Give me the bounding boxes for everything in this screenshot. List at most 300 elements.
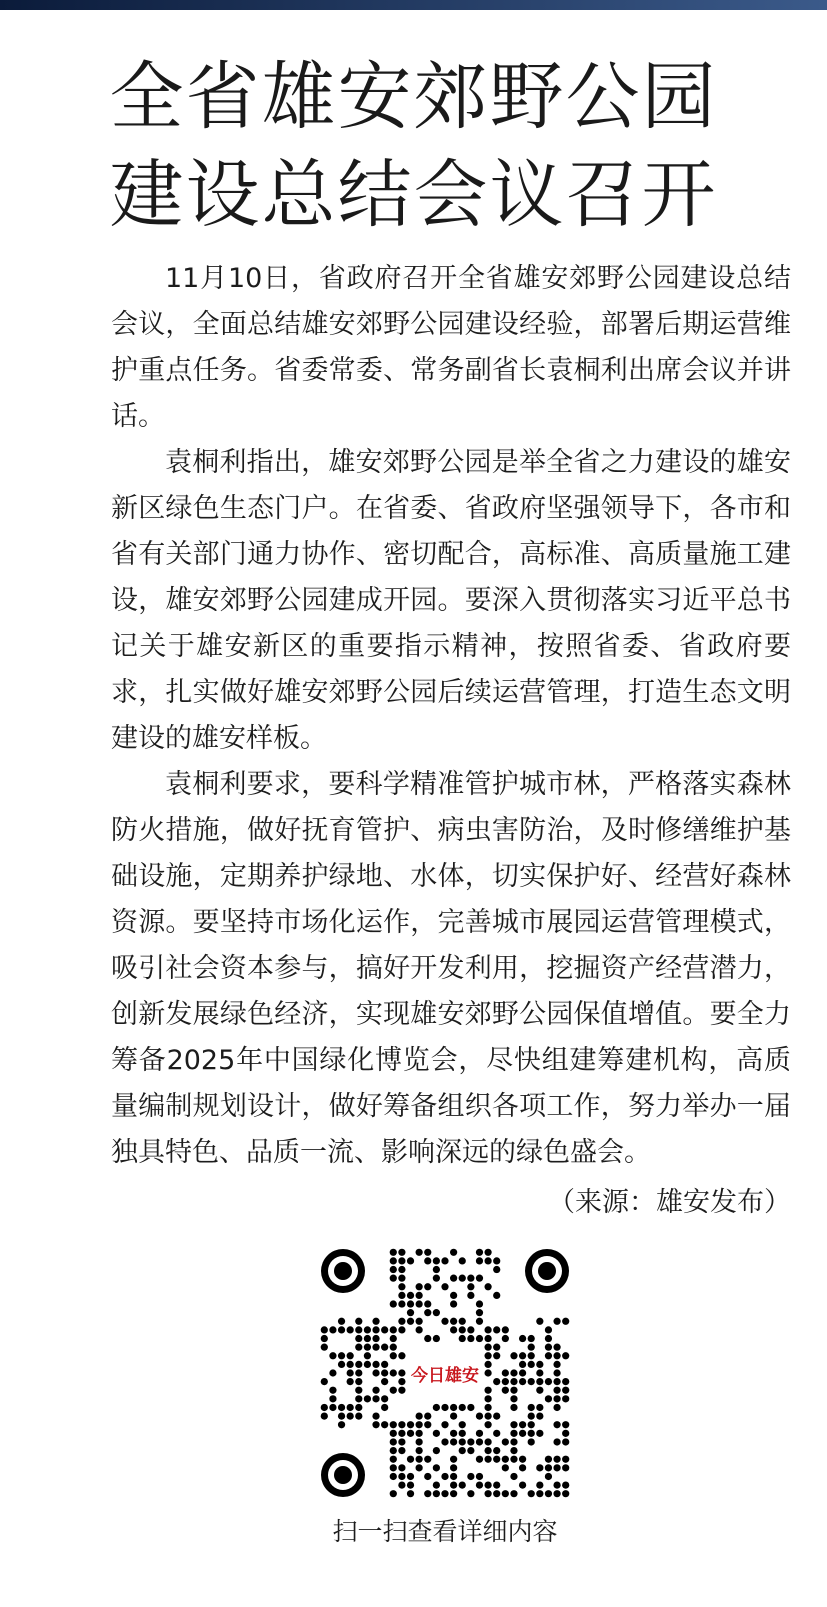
qr-caption: 扫一扫查看详细内容: [332, 1517, 558, 1546]
qr-dot: [416, 1318, 423, 1325]
qr-dot: [416, 1464, 423, 1471]
qr-dot: [510, 1456, 517, 1463]
qr-dot: [381, 1361, 388, 1368]
qr-dot: [347, 1412, 354, 1419]
qr-dot: [510, 1473, 517, 1480]
qr-dot: [381, 1344, 388, 1351]
qr-dot: [493, 1490, 500, 1497]
qr-dot: [424, 1490, 431, 1497]
qr-dot: [484, 1456, 491, 1463]
qr-dot: [450, 1318, 457, 1325]
qr-dot: [459, 1421, 466, 1428]
qr-dot: [528, 1490, 535, 1497]
qr-finder-bottom-left: [321, 1453, 365, 1497]
qr-dot: [398, 1481, 405, 1488]
qr-dot: [390, 1464, 397, 1471]
qr-dot: [536, 1404, 543, 1411]
article-body: [111, 256, 791, 1226]
qr-dot: [562, 1430, 569, 1437]
qr-dot: [424, 1309, 431, 1316]
qr-dot: [484, 1447, 491, 1454]
qr-dot: [398, 1464, 405, 1471]
qr-dot: [381, 1404, 388, 1411]
qr-dot: [484, 1249, 491, 1256]
qr-dot: [416, 1438, 423, 1445]
qr-dot: [476, 1318, 483, 1325]
qr-dot: [424, 1257, 431, 1264]
qr-logo: [406, 1344, 484, 1402]
qr-dot: [484, 1395, 491, 1402]
qr-dot: [562, 1387, 569, 1394]
qr-dot: [424, 1412, 431, 1419]
qr-dot: [459, 1318, 466, 1325]
qr-dot: [519, 1361, 526, 1368]
qr-dot: [372, 1335, 379, 1342]
qr-dot: [390, 1326, 397, 1333]
qr-dot: [441, 1438, 448, 1445]
qr-dot: [519, 1378, 526, 1385]
qr-dot: [355, 1395, 362, 1402]
qr-dot: [398, 1473, 405, 1480]
qr-dot: [416, 1300, 423, 1307]
qr-dot: [329, 1387, 336, 1394]
qr-dot: [536, 1369, 543, 1376]
qr-dot: [493, 1352, 500, 1359]
qr-dot: [372, 1395, 379, 1402]
qr-dot: [459, 1447, 466, 1454]
qr-dot: [416, 1430, 423, 1437]
qr-dot: [476, 1249, 483, 1256]
qr-dot: [433, 1447, 440, 1454]
qr-dot: [553, 1490, 560, 1497]
qr-dot: [424, 1456, 431, 1463]
qr-dot: [510, 1490, 517, 1497]
qr-dot: [484, 1352, 491, 1359]
qr-dot: [364, 1344, 371, 1351]
qr-dot: [562, 1378, 569, 1385]
qr-dot: [467, 1473, 474, 1480]
qr-dot: [372, 1361, 379, 1368]
qr-dot: [433, 1430, 440, 1437]
qr-dot: [390, 1369, 397, 1376]
qr-dot: [381, 1421, 388, 1428]
qr-dot: [510, 1430, 517, 1437]
qr-dot: [390, 1387, 397, 1394]
qr-dot: [390, 1421, 397, 1428]
qr-dot: [459, 1404, 466, 1411]
qr-dot: [553, 1378, 560, 1385]
qr-dot: [321, 1326, 328, 1333]
qr-dot: [407, 1318, 414, 1325]
qr-dot: [398, 1275, 405, 1282]
qr-dot: [450, 1404, 457, 1411]
qr-dot: [536, 1481, 543, 1488]
qr-dot: [493, 1344, 500, 1351]
qr-dot: [398, 1387, 405, 1394]
qr-dot: [484, 1438, 491, 1445]
qr-dot: [510, 1387, 517, 1394]
qr-dot: [459, 1326, 466, 1333]
qr-dot: [450, 1430, 457, 1437]
qr-dot: [355, 1387, 362, 1394]
qr-dot: [553, 1344, 560, 1351]
qr-dot: [390, 1275, 397, 1282]
qr-dot: [355, 1378, 362, 1385]
qr-dot: [562, 1421, 569, 1428]
qr-dot: [407, 1481, 414, 1488]
qr-dot: [450, 1438, 457, 1445]
qr-dot: [510, 1447, 517, 1454]
qr-dot: [321, 1412, 328, 1419]
qr-dot: [519, 1456, 526, 1463]
qr-dot: [459, 1481, 466, 1488]
qr-dot: [519, 1430, 526, 1437]
qr-dot: [476, 1335, 483, 1342]
qr-dot: [416, 1456, 423, 1463]
qr-dot: [450, 1292, 457, 1299]
qr-dot: [562, 1490, 569, 1497]
qr-dot: [502, 1438, 509, 1445]
qr-dot: [338, 1421, 345, 1428]
qr-dot: [553, 1369, 560, 1376]
qr-dot: [545, 1326, 552, 1333]
qr-dot: [493, 1378, 500, 1385]
top-banner-bar: [0, 0, 827, 10]
qr-dot: [372, 1369, 379, 1376]
qr-code[interactable]: [320, 1248, 570, 1498]
qr-dot: [338, 1361, 345, 1368]
qr-dot: [510, 1438, 517, 1445]
qr-dot: [484, 1361, 491, 1368]
qr-dot: [450, 1275, 457, 1282]
qr-dot: [398, 1378, 405, 1385]
qr-dot: [476, 1300, 483, 1307]
qr-dot: [467, 1404, 474, 1411]
qr-dot: [553, 1361, 560, 1368]
qr-dot: [545, 1490, 552, 1497]
qr-dot: [510, 1395, 517, 1402]
qr-dot: [416, 1421, 423, 1428]
qr-dot: [347, 1326, 354, 1333]
qr-dot: [528, 1378, 535, 1385]
qr-dot: [562, 1352, 569, 1359]
qr-dot: [553, 1464, 560, 1471]
qr-dot: [424, 1300, 431, 1307]
qr-dot: [459, 1275, 466, 1282]
qr-dot: [433, 1257, 440, 1264]
qr-dot: [441, 1283, 448, 1290]
qr-dot: [467, 1438, 474, 1445]
qr-dot: [347, 1378, 354, 1385]
qr-dot: [424, 1249, 431, 1256]
qr-dot: [433, 1490, 440, 1497]
qr-dot: [450, 1249, 457, 1256]
qr-dot: [476, 1275, 483, 1282]
qr-dot: [433, 1481, 440, 1488]
qr-dot: [467, 1292, 474, 1299]
qr-dot: [390, 1257, 397, 1264]
qr-finder-top-left: [321, 1249, 365, 1293]
qr-dot: [528, 1404, 535, 1411]
qr-dot: [329, 1326, 336, 1333]
qr-dot: [519, 1352, 526, 1359]
qr-dot: [424, 1335, 431, 1342]
qr-dot: [381, 1326, 388, 1333]
qr-dot: [398, 1292, 405, 1299]
qr-dot: [364, 1326, 371, 1333]
qr-dot: [338, 1326, 345, 1333]
qr-dot: [545, 1456, 552, 1463]
qr-dot: [493, 1430, 500, 1437]
qr-dot: [329, 1404, 336, 1411]
qr-dot: [347, 1404, 354, 1411]
qr-dot: [416, 1326, 423, 1333]
qr-dot: [562, 1464, 569, 1471]
qr-dot: [502, 1369, 509, 1376]
qr-dot: [407, 1490, 414, 1497]
qr-dot: [553, 1421, 560, 1428]
qr-dot: [329, 1395, 336, 1402]
qr-dot: [433, 1404, 440, 1411]
qr-dot: [484, 1412, 491, 1419]
qr-dot: [528, 1412, 535, 1419]
qr-dot: [321, 1404, 328, 1411]
qr-dot: [519, 1481, 526, 1488]
qr-dot: [493, 1412, 500, 1419]
qr-dot: [536, 1361, 543, 1368]
qr-dot: [407, 1257, 414, 1264]
qr-dot: [450, 1300, 457, 1307]
qr-dot: [553, 1318, 560, 1325]
qr-dot: [441, 1490, 448, 1497]
qr-dot: [398, 1249, 405, 1256]
qr-dot: [398, 1352, 405, 1359]
qr-dot: [536, 1412, 543, 1419]
qr-dot: [476, 1473, 483, 1480]
qr-dot: [510, 1404, 517, 1411]
qr-dot: [390, 1473, 397, 1480]
qr-dot: [398, 1318, 405, 1325]
qr-dot: [450, 1412, 457, 1419]
qr-dot: [338, 1412, 345, 1419]
qr-dot: [476, 1412, 483, 1419]
qr-dot: [364, 1352, 371, 1359]
qr-dot: [459, 1335, 466, 1342]
qr-dot: [390, 1447, 397, 1454]
qr-dot: [338, 1404, 345, 1411]
qr-dot: [484, 1404, 491, 1411]
qr-dot: [484, 1283, 491, 1290]
qr-dot: [416, 1447, 423, 1454]
qr-dot: [390, 1249, 397, 1256]
qr-dot: [536, 1378, 543, 1385]
qr-dot: [372, 1326, 379, 1333]
qr-dot: [450, 1464, 457, 1471]
qr-dot: [553, 1404, 560, 1411]
qr-dot: [476, 1481, 483, 1488]
qr-dot: [493, 1481, 500, 1488]
qr-dot: [381, 1369, 388, 1376]
qr-dot: [476, 1257, 483, 1264]
qr-dot: [502, 1378, 509, 1385]
qr-dot: [355, 1318, 362, 1325]
qr-dot: [407, 1456, 414, 1463]
qr-dot: [476, 1309, 483, 1316]
qr-dot: [510, 1352, 517, 1359]
qr-dot: [433, 1335, 440, 1342]
qr-dot: [441, 1421, 448, 1428]
qr-dot: [321, 1378, 328, 1385]
qr-dot: [424, 1283, 431, 1290]
qr-dot: [467, 1490, 474, 1497]
qr-dot: [424, 1421, 431, 1428]
qr-dot: [484, 1490, 491, 1497]
qr-dot: [545, 1335, 552, 1342]
qr-dot: [381, 1378, 388, 1385]
qr-dot: [459, 1438, 466, 1445]
qr-dot: [441, 1404, 448, 1411]
qr-dot: [562, 1456, 569, 1463]
qr-dot: [398, 1257, 405, 1264]
qr-dot: [476, 1456, 483, 1463]
qr-dot: [338, 1352, 345, 1359]
qr-dot: [433, 1464, 440, 1471]
qr-dot: [545, 1395, 552, 1402]
qr-dot: [355, 1344, 362, 1351]
qr-dot: [553, 1438, 560, 1445]
qr-dot: [433, 1275, 440, 1282]
qr-dot: [398, 1369, 405, 1376]
qr-dot: [355, 1361, 362, 1368]
qr-dot: [372, 1421, 379, 1428]
qr-dot: [441, 1257, 448, 1264]
qr-dot: [347, 1369, 354, 1376]
qr-dot: [545, 1352, 552, 1359]
article-paragraph-1: 11月10日，省政府召开全省雄安郊野公园建设总结会议，全面总结雄安郊野公园建设经验，部署后期运营维护重点任务。省委常委、常务副省长袁桐利出席会议并讲话。: [111, 263, 791, 432]
qr-dot: [372, 1318, 379, 1325]
qr-dot: [329, 1369, 336, 1376]
qr-dot: [484, 1344, 491, 1351]
qr-dot: [355, 1326, 362, 1333]
qr-dot: [372, 1344, 379, 1351]
qr-dot: [493, 1447, 500, 1454]
qr-dot: [390, 1300, 397, 1307]
qr-dot: [510, 1378, 517, 1385]
qr-dot: [528, 1438, 535, 1445]
qr-dot: [467, 1326, 474, 1333]
qr-dot: [398, 1266, 405, 1273]
qr-dot: [528, 1430, 535, 1437]
qr-dot: [553, 1481, 560, 1488]
qr-dot: [372, 1387, 379, 1394]
qr-dot: [553, 1352, 560, 1359]
qr-dot: [476, 1438, 483, 1445]
qr-dot: [441, 1318, 448, 1325]
qr-dot: [398, 1430, 405, 1437]
qr-dot: [467, 1283, 474, 1290]
qr-dot: [459, 1257, 466, 1264]
qr-dot: [390, 1335, 397, 1342]
article-headline: [0, 48, 827, 244]
qr-dot: [441, 1473, 448, 1480]
qr-dot: [545, 1473, 552, 1480]
qr-dot: [484, 1326, 491, 1333]
qr-dot: [502, 1387, 509, 1394]
qr-dot: [416, 1412, 423, 1419]
qr-dot: [502, 1464, 509, 1471]
qr-dot: [433, 1309, 440, 1316]
qr-dot: [398, 1283, 405, 1290]
qr-dot: [355, 1412, 362, 1419]
qr-dot: [510, 1369, 517, 1376]
qr-dot: [416, 1292, 423, 1299]
qr-dot: [562, 1481, 569, 1488]
qr-dot: [398, 1438, 405, 1445]
qr-dot: [519, 1369, 526, 1376]
qr-dot: [502, 1490, 509, 1497]
qr-dot: [390, 1490, 397, 1497]
qr-dot: [553, 1395, 560, 1402]
qr-dot: [484, 1257, 491, 1264]
qr-dot: [484, 1421, 491, 1428]
qr-dot: [433, 1266, 440, 1273]
qr-dot: [398, 1447, 405, 1454]
qr-dot: [372, 1412, 379, 1419]
qr-dot: [424, 1473, 431, 1480]
qr-dot: [502, 1456, 509, 1463]
qr-dot: [536, 1387, 543, 1394]
qr-dot: [398, 1421, 405, 1428]
qr-dot: [502, 1335, 509, 1342]
qr-dot: [519, 1335, 526, 1342]
qr-dot: [528, 1335, 535, 1342]
qr-dot: [467, 1275, 474, 1282]
qr-dot: [450, 1456, 457, 1463]
qr-dot: [355, 1369, 362, 1376]
qr-dot: [536, 1318, 543, 1325]
qr-dot: [476, 1430, 483, 1437]
qr-dot: [562, 1395, 569, 1402]
qr-dot: [467, 1447, 474, 1454]
qr-dot: [416, 1249, 423, 1256]
qr-dot: [364, 1361, 371, 1368]
qr-dot: [545, 1464, 552, 1471]
qr-dot: [407, 1309, 414, 1316]
qr-dot: [493, 1326, 500, 1333]
qr-dot: [416, 1283, 423, 1290]
qr-dot: [493, 1292, 500, 1299]
qr-dot: [484, 1369, 491, 1376]
qr-dot: [381, 1395, 388, 1402]
qr-dot: [536, 1430, 543, 1437]
qr-dot: [390, 1266, 397, 1273]
qr-dot: [562, 1438, 569, 1445]
qr-dot: [355, 1404, 362, 1411]
qr-dot: [510, 1421, 517, 1428]
qr-dot: [459, 1430, 466, 1437]
qr-dot: [407, 1473, 414, 1480]
qr-dot: [364, 1395, 371, 1402]
article-paragraph-3: 袁桐利要求，要科学精准管护城市林，严格落实森林防火措施，做好抚育管护、病虫害防治，及时修缮维护基础设施，定期养护绿地、水体，切实保护好、经营好森林资源。要坚持市场化运作，完善城市展园运营管理模式，吸引社会资本参与，搞好开发利用，挖掘资产经营潜力，创新发展绿色经济，实现雄安郊野公园保值增值。要全力筹备2025年中国绿化博览会，尽快组建筹建机构，高质量编制规划设计，做好筹备组织各项工作，努力举办一届独具特色、品质一流、影响深远的绿色盛会。: [111, 769, 791, 1168]
qr-dot: [407, 1300, 414, 1307]
qr-dot: [407, 1430, 414, 1437]
qr-dot: [467, 1335, 474, 1342]
qr-dot: [321, 1344, 328, 1351]
qr-logo-text: 今日雄安: [411, 1366, 479, 1386]
qr-dot: [321, 1335, 328, 1342]
qr-dot: [519, 1421, 526, 1428]
qr-dot: [329, 1352, 336, 1359]
